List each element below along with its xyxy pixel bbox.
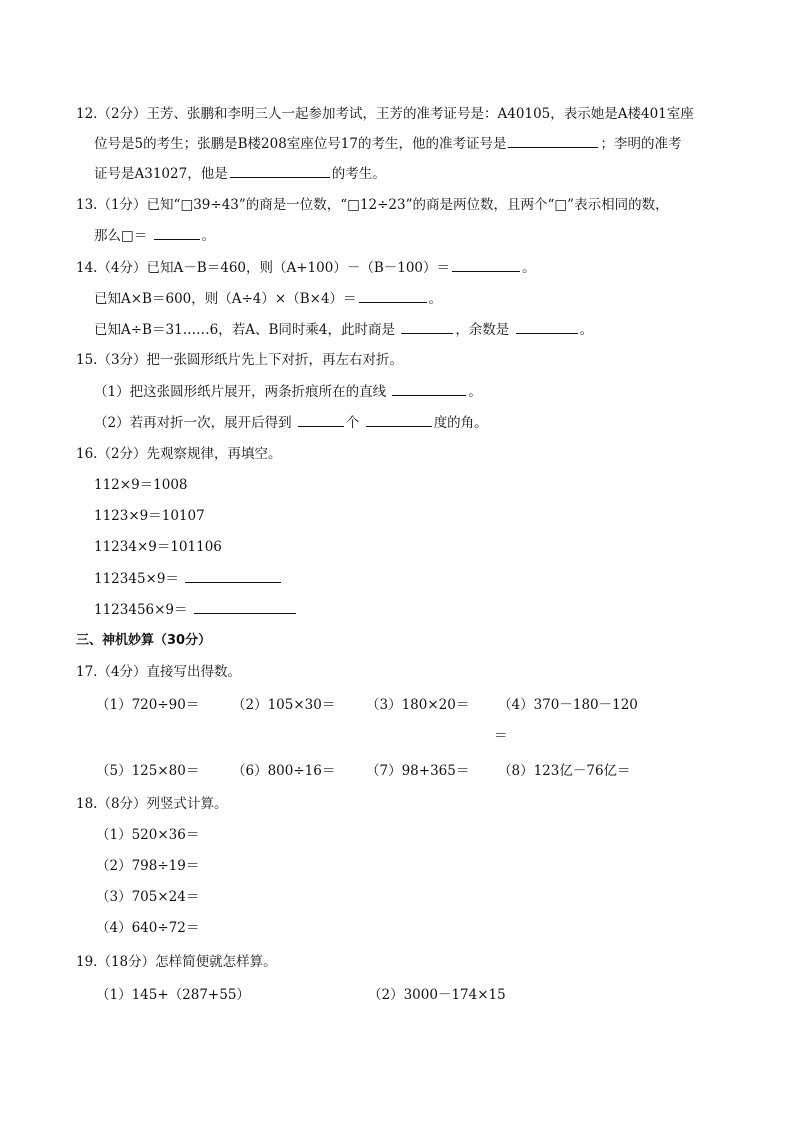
q12-line2-text: 位号是5的考生；张鹏是B楼208室座位号17的考生，他的准考证号是 — [94, 136, 507, 152]
answer-blank[interactable] — [154, 226, 200, 240]
answer-blank[interactable] — [508, 134, 598, 148]
answer-blank[interactable] — [401, 320, 453, 334]
q15-line2 — [94, 382, 482, 401]
q14-line3 — [94, 320, 593, 339]
q17-title: 17.（4分）直接写出得数。 — [76, 664, 242, 680]
q15-line3-mid: 个 — [345, 415, 360, 431]
q12-line2 — [94, 134, 681, 153]
answer-blank[interactable] — [392, 382, 466, 396]
q13-line2-text: 那么□＝ — [94, 228, 148, 244]
q16-row — [94, 569, 283, 588]
q17-item: （3）180×20＝ — [366, 697, 470, 713]
answer-blank[interactable] — [185, 569, 281, 583]
q17-item: （6）800÷16＝ — [232, 763, 336, 779]
q19-item: （2）3000－174×15 — [368, 987, 506, 1003]
q17-item-continuation: ＝ — [494, 728, 508, 744]
q12-line3 — [94, 164, 386, 183]
q16-row-text: 1123456×9＝ — [94, 602, 188, 618]
q14-line1-text: 14.（4分）已知A－B＝460，则（A+100）－（B－100）＝ — [76, 260, 451, 276]
answer-blank[interactable] — [194, 600, 296, 614]
q17-item: （2）105×30＝ — [232, 697, 336, 713]
q15-line3-text: （2）若再对折一次，展开后得到 — [94, 415, 292, 431]
answer-blank[interactable] — [516, 320, 578, 334]
q19-item: （1）145+（287+55） — [96, 987, 250, 1003]
q16-row: 1123×9＝10107 — [94, 508, 205, 524]
q18-item: （2）798÷19＝ — [96, 858, 200, 874]
section-heading: 三、神机妙算（30分） — [76, 633, 212, 648]
q14-line3-mid: ，余数是 — [455, 322, 510, 338]
q13-line2-tail: 。 — [201, 228, 216, 244]
q12-line2-tail: ；李明的准考 — [600, 136, 682, 152]
q14-line2-text: 已知A×B＝600，则（A÷4）×（B×4）＝ — [94, 291, 357, 307]
q18-item: （1）520×36＝ — [96, 827, 200, 843]
answer-blank[interactable] — [359, 289, 427, 303]
q18-item: （3）705×24＝ — [96, 889, 200, 905]
q14-line1 — [76, 258, 536, 277]
q12-line3-text: 证号是A31027，他是 — [94, 166, 228, 182]
q17-item: （1）720÷90＝ — [96, 697, 200, 713]
q17-item: （5）125×80＝ — [96, 763, 200, 779]
q16-row: 112×9＝1008 — [94, 477, 188, 493]
q12-line1: 12.（2分）王芳、张鹏和李明三人一起参加考试，王芳的准考证号是：A40105，表示她是A楼401室座 — [76, 106, 694, 122]
q12-line3-tail: 的考生。 — [331, 166, 386, 182]
q16-row — [94, 600, 298, 619]
q17-item: （7）98+365＝ — [366, 763, 470, 779]
q18-title: 18.（8分）列竖式计算。 — [76, 796, 228, 812]
q15-line1: 15.（3分）把一张圆形纸片先上下对折，再左右对折。 — [76, 352, 404, 368]
q15-line2-tail: 。 — [468, 384, 482, 400]
q16-row: 11234×9＝101106 — [94, 539, 222, 555]
q15-line2-text: （1）把这张圆形纸片展开，两条折痕所在的直线 — [94, 384, 387, 400]
answer-blank[interactable] — [452, 258, 520, 272]
q13-line2 — [94, 226, 215, 245]
q17-item: （8）123亿－76亿＝ — [498, 763, 631, 779]
q14-line1-tail: 。 — [522, 260, 536, 276]
q16-title: 16.（2分）先观察规律，再填空。 — [76, 446, 282, 462]
q14-line2-tail: 。 — [428, 291, 443, 307]
q16-row-text: 112345×9＝ — [94, 571, 179, 587]
q15-line3-tail: 度的角。 — [433, 415, 488, 431]
q14-line3-text: 已知A÷B＝31……6，若A、B同时乘4，此时商是 — [94, 322, 396, 338]
q13-line1: 13.（1分）已知“□39÷43”的商是一位数，“□12÷23”的商是两位数，且两个“□”表示相同的数， — [76, 197, 669, 213]
q19-title: 19.（18分）怎样简便就怎样算。 — [76, 954, 277, 970]
q15-line3 — [94, 413, 488, 432]
answer-blank[interactable] — [366, 413, 432, 427]
answer-blank[interactable] — [298, 413, 344, 427]
q18-item: （4）640÷72＝ — [96, 920, 200, 936]
answer-blank[interactable] — [230, 164, 330, 178]
q14-line2 — [94, 289, 442, 308]
q14-line3-tail: 。 — [579, 322, 594, 338]
q17-item: （4）370－180－120 — [498, 697, 638, 713]
